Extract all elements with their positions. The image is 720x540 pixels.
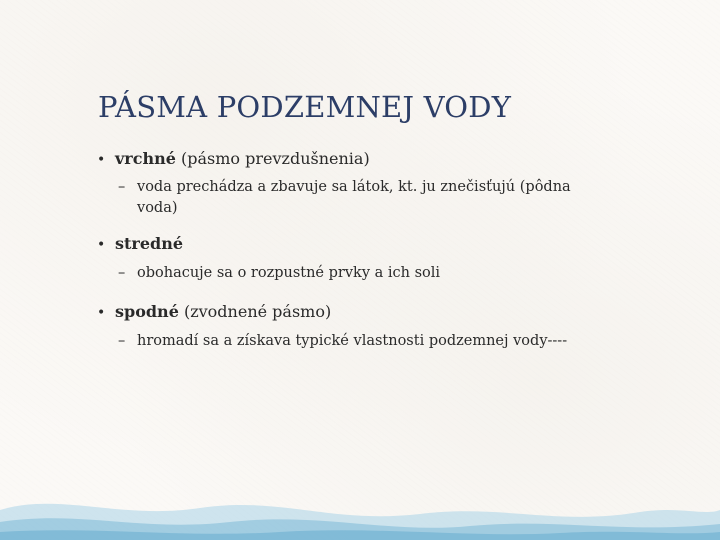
- bullet-item-vrchne: [97, 149, 370, 168]
- sub-dash: –: [118, 333, 126, 349]
- sub-item-text: hromadí sa a získava typické vlastnosti podzemnej vody----: [137, 333, 568, 349]
- bullet-term: vrchné: [115, 149, 176, 168]
- sub-item-stredne: [118, 263, 598, 284]
- bullet-dot: •: [97, 237, 106, 253]
- bullet-description: (pásmo prevzdušnenia): [175, 149, 370, 168]
- sub-item-text: obohacuje sa o rozpustné prvky a ich soli: [137, 265, 441, 281]
- sub-item-spodne: [118, 331, 598, 352]
- bullet-dot: •: [97, 305, 106, 321]
- bullet-term: stredné: [115, 234, 184, 253]
- bullet-item-stredne: [97, 234, 183, 253]
- sub-item-text: voda prechádza a zbavuje sa látok, kt. ju znečisťujú (pôdna voda): [137, 179, 571, 216]
- bullet-dot: •: [97, 152, 106, 168]
- slide-title: PÁSMA PODZEMNEJ VODY: [98, 90, 512, 124]
- bullet-term: spodné: [115, 302, 179, 321]
- sub-dash: –: [118, 265, 126, 281]
- bullet-description: (zvodnené pásmo): [178, 302, 332, 321]
- watercolor-wave-decoration: [0, 470, 720, 540]
- bullet-item-spodne: [97, 302, 331, 321]
- sub-dash: –: [118, 179, 126, 195]
- sub-item-vrchne: [118, 177, 598, 219]
